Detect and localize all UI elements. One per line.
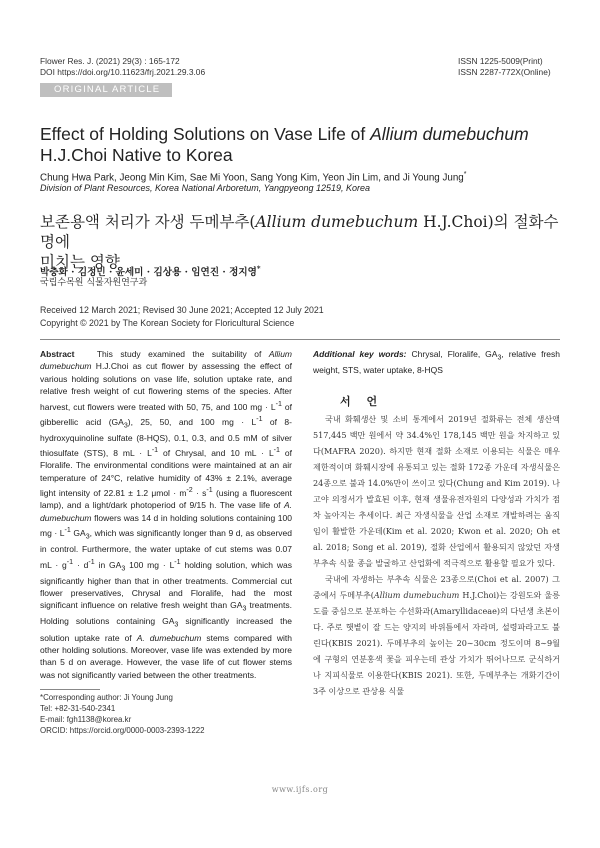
species-name: Allium dumebuchum <box>373 590 460 600</box>
abstract-label: Abstract <box>40 349 75 359</box>
abstract-text: · s <box>192 488 207 499</box>
abstract-text: · d <box>73 559 89 570</box>
abstract-text: GA <box>70 528 86 539</box>
paragraph-text: H.J.Choi)는 강원도와 울릉도를 중심으로 분포하는 수선화과(Amaryllidaceae)의 다년생 초본이다. 주로 햇볕이 잘 드는 양지의 바위틈에서 자라며, 설령파라고도 불린다(KBIS 2021). 두메부추의 높이는 20∼30cm 정도이며 8∼9월에 구형의 연분홍색 꽃을 피우는데 관상 가치가 뛰어나므로 군식하거나 지피식물로 이용한다(KBIS 2021). 또한, 두메부추는 개화기간이 3주 이상으로 관상용 식물 <box>313 590 560 696</box>
abstract-text: significantly increased the solution uptake rate of <box>40 616 292 643</box>
article-dates: Received 12 March 2021; Revised 30 June 2021; Accepted 12 July 2021 <box>40 305 324 315</box>
subscript: 3 <box>123 421 128 430</box>
asterisk: * <box>463 171 467 178</box>
abstract-text: of 8-hydroxyquinoline sulfate (8-HQS), 0.1, 0.3, and 0.5 mM of silver thiosulfate (STS), 8 mL · L <box>40 416 292 459</box>
paragraph: 국내 화훼생산 및 소비 통계에서 2019년 절화류는 전체 생산액 517,445 백만 원에서 약 34.4%인 178,145 백만 원을 차지하고 있다(MAFRA 2020). 하지만 현재 절화 소재로 이용되는 식물은 매우 제한적이며 화훼시장에 유통되고 있는 절화 172종 가운데 자생식물은 24종으로 불과 14.0%만이 쓰이고 있다(Chung and Kim 2019). 나고야 의정서가 발효된 이후, 현재 생물유전자원의 다양성과 가치가 점차 높아지는 추세이다. 최근 자생식물을 산업 소재로 개발하려는 움직임이 활발한 가운데(Kim et al. 2020; Kwon et al. 2020; Oh et al. 2018; Song et al. 2019), 절화 산업에서 활용되지 않았던 자생 부추속 식물 종을 발굴하고 산업화에 적극적으로 활용할 필요가 있다. <box>313 414 560 568</box>
abstract-text: (using a fluorescent lamp), and a light/dark photoperiod of 9/15 h. The vase life of <box>40 488 292 511</box>
korean-authors-text: 박충화 · 김정민 · 윤세미 · 김상용 · 임연진 · 정지영 <box>40 267 257 279</box>
subscript: 3 <box>85 532 90 541</box>
superscript: -1 <box>64 526 71 535</box>
abstract-text: stems compared with other holding solutions. Moreover, vase life was extended by more than 5 d on average. However, the vase life of cut flower stems was not significantly varied between the other treatments. <box>40 632 292 680</box>
abstract-text: This study examined the suitability of <box>96 349 269 359</box>
title-species: Allium dumebuchum <box>370 124 529 144</box>
abstract <box>40 348 292 681</box>
email: E-mail: fgh1138@korea.kr <box>40 715 132 724</box>
copyright: Copyright © 2021 by The Korean Society for Floricultural Science <box>40 318 295 328</box>
authors: Chung Hwa Park, Jeong Min Kim, Sae Mi Yoon, Sang Yong Kim, Yeon Jin Lim, and Ji Young Jung <box>40 172 464 184</box>
paragraph-text: 국내에 자생하는 부추속 식물은 23종으로(Choi et al. 2007) 그 중에서 두메부추( <box>313 574 560 600</box>
superscript: -1 <box>206 486 213 495</box>
article-type-badge: ORIGINAL ARTICLE <box>40 83 172 97</box>
superscript: -1 <box>174 557 181 566</box>
species-name: A. dumebuchum <box>136 632 202 643</box>
title-part: H.J.Choi Native to Korea <box>40 145 233 165</box>
issn-print: ISSN 1225-5009(Print) <box>458 56 543 66</box>
footer-url: www.ijfs.org <box>271 785 329 794</box>
superscript: -1 <box>88 557 95 566</box>
abstract-text: 100 mg · L <box>125 559 175 570</box>
superscript: -1 <box>273 446 280 455</box>
subscript: 3 <box>174 621 179 630</box>
ktitle-species: Allium dumebuchum <box>255 213 419 231</box>
doi: DOI https://doi.org/10.11623/frj.2021.29.3.06 <box>40 67 206 77</box>
corresponding-author: *Corresponding author: Ji Young Jung <box>40 693 173 702</box>
abstract-text: of Chrysal, and 10 mL · L <box>158 448 274 459</box>
divider <box>40 339 560 340</box>
superscript: -1 <box>256 414 263 423</box>
keywords-text: Chrysal, Floralife, GA <box>406 349 498 359</box>
abstract-text: flowers was 14 d in holding solutions containing 100 mg · L <box>40 512 292 539</box>
abstract-text: in GA <box>94 559 122 570</box>
superscript: -1 <box>151 446 159 455</box>
superscript: -2 <box>186 486 193 495</box>
abstract-text: of Floralife. The environmental conditions were maintained at an air temperature of 24°C, relative humidity of 43% ± 2.1%, average light intensity of 22.81 ± 1.2 μmol · m <box>40 448 293 499</box>
affiliation: Division of Plant Resources, Korea National Arboretum, Yangpyeong 12519, Korea <box>40 183 371 193</box>
issn-online: ISSN 2287-772X(Online) <box>458 67 551 77</box>
section-title: 서 언 <box>340 395 384 408</box>
keywords <box>313 348 560 377</box>
body-text <box>313 411 560 699</box>
keywords-text: , relative fresh weight, STS, water uptake, 8-HQS <box>313 349 560 376</box>
ktitle-line2: 미치는 영향 <box>40 253 120 271</box>
species-name: Allium dumebuchum <box>40 349 293 372</box>
footnote-divider <box>40 689 100 690</box>
journal-citation: Flower Res. J. (2021) 29(3) : 165-172 <box>40 56 180 66</box>
tel: Tel: +82-31-540-2341 <box>40 704 116 713</box>
abstract-text: ), 25, 50, and 100 mg · L <box>127 416 257 427</box>
abstract-text: treatments. Holding solutions containing GA <box>40 600 292 627</box>
abstract-text: holding solution, which was significantly higher than that in other treatments. Commercial cut flower preservatives, Chrysal and Floralife, had the most significant influence on relative fresh weight than GA <box>40 559 292 611</box>
subscript: 3 <box>497 353 502 362</box>
keywords-label: Additional key words: <box>313 349 407 359</box>
abstract-text: , which was significantly longer than 9 d, as observed in control. Furthermore, the water uptake of cut stems was 0.07 mL · g <box>40 528 292 570</box>
superscript: -1 <box>275 399 282 408</box>
orcid: ORCID: https://orcid.org/0000-0003-2393-1222 <box>40 726 205 735</box>
paragraph <box>313 571 560 699</box>
subscript: 3 <box>121 564 126 573</box>
subscript: 3 <box>242 605 247 614</box>
footnote <box>40 692 292 736</box>
species-name: A. dumebuchum <box>40 500 292 523</box>
abstract-text: of gibberellic acid (GA <box>40 401 293 427</box>
ktitle-part: H.J.Choi)의 절화수명에 <box>40 213 559 251</box>
article-title <box>40 124 565 166</box>
title-part: Effect of Holding Solutions on Vase Life of <box>40 124 371 144</box>
superscript: -1 <box>66 557 74 566</box>
asterisk: * <box>256 264 261 273</box>
ktitle-part: 보존용액 처리가 자생 두메부추( <box>40 213 256 231</box>
abstract-text: H.J.Choi as cut flower by assessing the effect of various holding solutions on vase life, solution uptake rate, and relative fresh weight of cut flowering stems of the species. After harvest, cut flowers were treated with 50, 75, and 100 mg · L <box>40 361 292 412</box>
korean-affiliation: 국립수목원 식물자원연구과 <box>40 278 148 288</box>
